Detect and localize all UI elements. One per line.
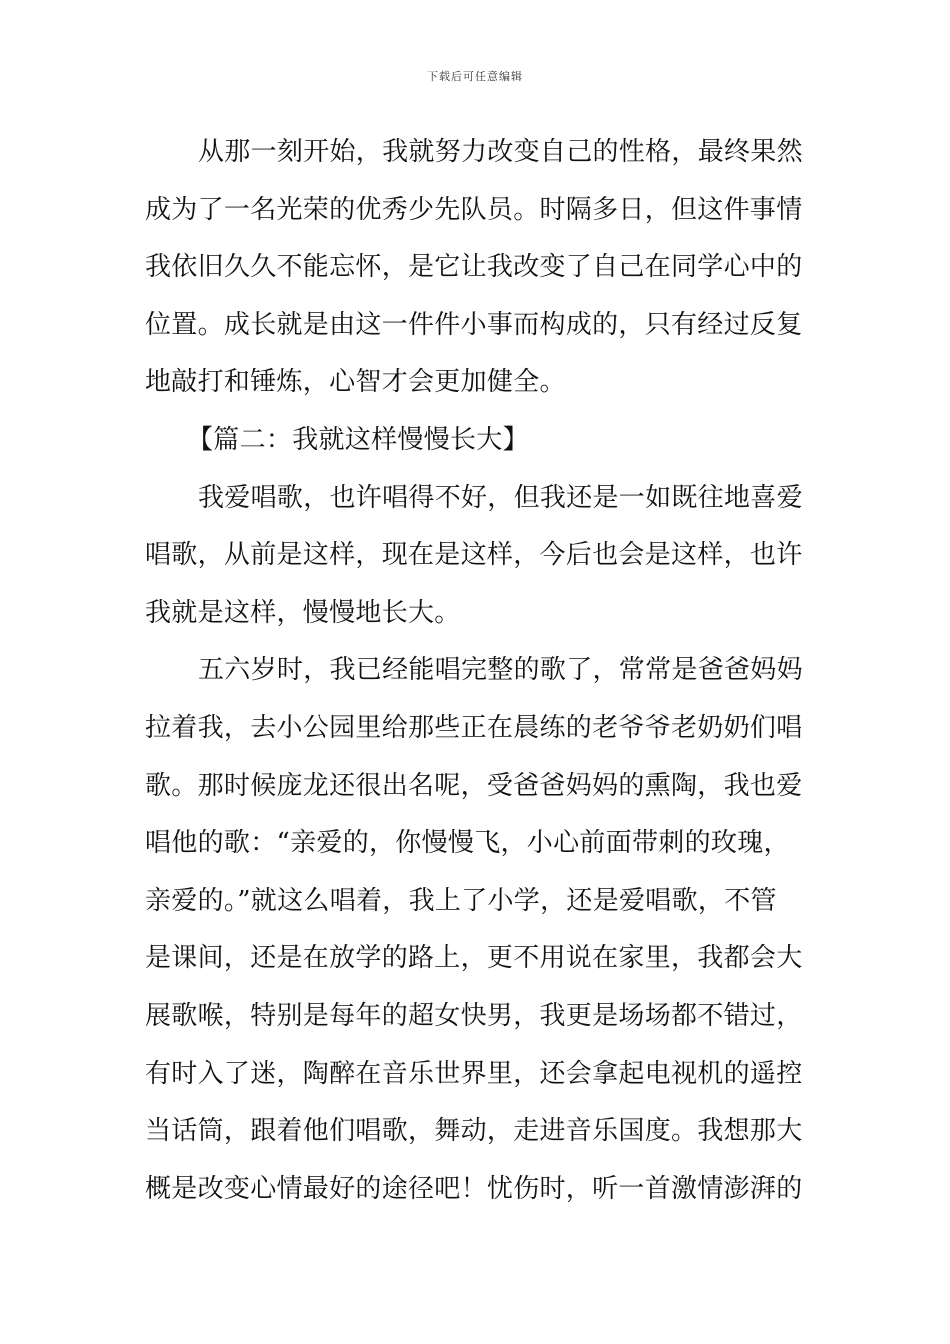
paragraph-3-line-5: 亲爱的。”就这么唱着，我上了小学，还是爱唱歌，不管 <box>145 885 777 916</box>
paragraph-1-line-4: 位置。成长就是由这一件件小事而构成的，只有经过反复 <box>145 309 803 340</box>
paragraph-3-line-3: 歌。那时候庞龙还很出名呢，受爸爸妈妈的熏陶，我也爱 <box>145 770 803 801</box>
paragraph-3-line-1: 五六岁时，我已经能唱完整的歌了，常常是爸爸妈妈 <box>198 655 803 686</box>
paragraph-3-line-9: 当话筒，跟着他们唱歌，舞动，走进音乐国度。我想那大 <box>145 1116 803 1147</box>
paragraph-1-line-2: 成为了一名光荣的优秀少先队员。时隔多日，但这件事情 <box>145 194 803 225</box>
paragraph-3-line-10: 概是改变心情最好的途径吧！忧伤时，听一首激情澎湃的 <box>145 1173 803 1204</box>
paragraph-3-line-6: 是课间，还是在放学的路上，更不用说在家里，我都会大 <box>145 943 803 974</box>
document-body <box>145 124 810 1218</box>
paragraph-3-line-8: 有时入了迷，陶醉在音乐世界里，还会拿起电视机的遥控 <box>145 1058 803 1089</box>
paragraph-1-line-1: 从那一刻开始，我就努力改变自己的性格，最终果然 <box>198 137 803 167</box>
page-header: 下载后可任意编辑 <box>427 70 523 83</box>
paragraph-2-line-1: 我爱唱歌，也许唱得不好，但我还是一如既往地喜爱 <box>198 482 803 513</box>
section-heading: 【篇二：我就这样慢慢长大】 <box>187 424 529 455</box>
paragraph-2-line-2: 唱歌，从前是这样，现在是这样，今后也会是这样，也许 <box>145 540 803 571</box>
paragraph-2-line-3: 我就是这样，慢慢地长大。 <box>145 597 461 628</box>
paragraph-3-line-2: 拉着我，去小公园里给那些正在晨练的老爷爷老奶奶们唱 <box>145 712 803 743</box>
paragraph-3-line-4: 唱他的歌：“亲爱的，你慢慢飞，小心前面带刺的玫瑰， <box>145 828 790 859</box>
paragraph-3-line-7: 展歌喉，特别是每年的超女快男，我更是场场都不错过， <box>145 1000 803 1031</box>
paragraph-1-line-3: 我依旧久久不能忘怀，是它让我改变了自己在同学心中的 <box>145 252 803 283</box>
paragraph-1-line-5: 地敲打和锤炼，心智才会更加健全。 <box>145 367 566 398</box>
